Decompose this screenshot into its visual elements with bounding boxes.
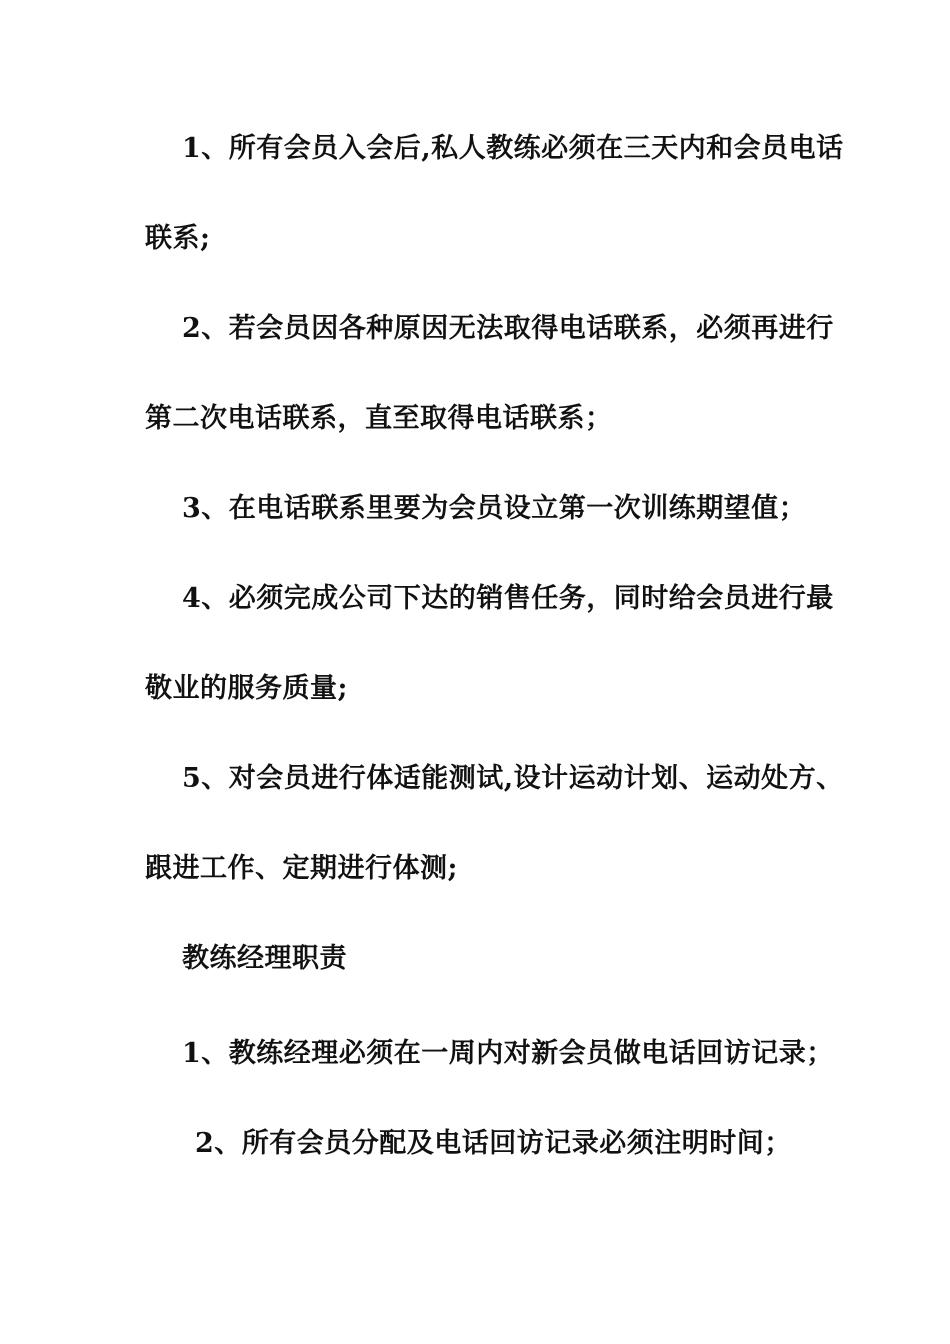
manager-item-2: 2、所有会员分配及电话回访记录必须注明时间； bbox=[195, 1128, 792, 1159]
paragraph-5-line-2: 跟进工作、定期进行体测; bbox=[145, 853, 458, 884]
paragraph-3-line-1: 3、在电话联系里要为会员设立第一次训练期望值； bbox=[182, 493, 807, 524]
paragraph-2-line-1: 2、若会员因各种原因无法取得电话联系，必须再进行 bbox=[182, 313, 834, 344]
paragraph-5-line-1: 5、对会员进行体适能测试,设计运动计划、运动处方、 bbox=[182, 763, 844, 794]
manager-item-1: 1、教练经理必须在一周内对新会员做电话回访记录； bbox=[182, 1038, 834, 1069]
section-heading: 教练经理职责 bbox=[182, 943, 347, 974]
paragraph-2-line-2: 第二次电话联系，直至取得电话联系； bbox=[145, 403, 613, 434]
paragraph-1-line-1: 1、所有会员入会后,私人教练必须在三天内和会员电话 bbox=[182, 133, 844, 164]
paragraph-1-line-2: 联系; bbox=[145, 223, 211, 254]
paragraph-4-line-1: 4、必须完成公司下达的销售任务，同时给会员进行最 bbox=[182, 583, 834, 614]
paragraph-4-line-2: 敬业的服务质量; bbox=[145, 673, 348, 704]
